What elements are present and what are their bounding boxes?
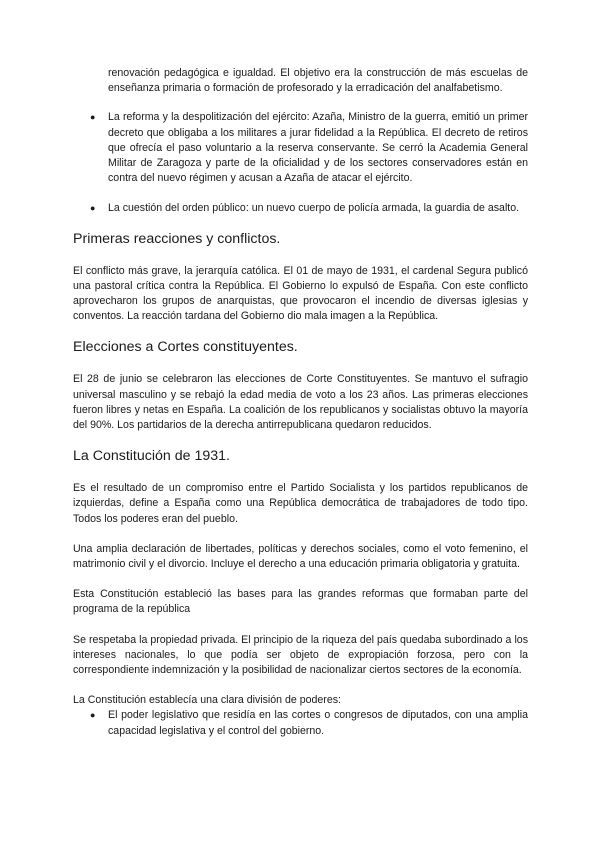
list-continuation-text: renovación pedagógica e igualdad. El objetivo era la construcción de más escuelas de enseñanza primaria o formación de profesorado y la erradicación del analfabetismo. bbox=[108, 67, 528, 95]
paragraph: Una amplia declaración de libertades, políticas y derechos sociales, como el voto femenino, el matrimonio civil y el divorcio. Incluye el derecho a una educación primaria obligatoria y gratuita. bbox=[73, 542, 528, 571]
list-item bbox=[73, 708, 528, 738]
paragraph: La Constitución establecía una clara división de poderes: bbox=[73, 694, 341, 707]
paragraph: Se respetaba la propiedad privada. El principio de la riqueza del país quedaba subordinado a los intereses nacionales, lo que podía ser objeto de expropiación forzosa, pero con la correspondiente indemnización y la posibilidad de nacionalizar ciertos sectores de la economía. bbox=[73, 633, 528, 677]
list-item bbox=[73, 201, 528, 216]
list-item-text: El poder legislativo que residía en las cortes o congresos de diputados, con una amplia capacidad legislativa y el control del gobierno. bbox=[108, 709, 528, 737]
list-item bbox=[73, 110, 528, 186]
bullet-list-poderes bbox=[73, 708, 528, 738]
paragraph: Es el resultado de un compromiso entre el Partido Socialista y los partidos republicanos de izquierdas, define a España como una República democrática de trabajadores de todo tipo. Todos los poderes eran del pueblo. bbox=[73, 482, 528, 525]
section-heading-constitucion: La Constitución de 1931. bbox=[73, 448, 230, 465]
list-item-text: La reforma y la despolitización del ejército: Azaña, Ministro de la guerra, emitió un primer decreto que obligaba a los militares a jurar fidelidad a la República. El decreto de retiros que ofrecía el paso voluntario a la reserva conservante. Se cerró la Academia General Militar de Zaragoza y parte de la oficialidad y de los sectores conservadores están en contra del nuevo régimen y acusan a Azaña de atacar el ejército. bbox=[108, 111, 528, 185]
paragraph: El conflicto más grave, la jerarquía católica. El 01 de mayo de 1931, el cardenal Segura publicó una pastoral crítica contra la República. El Gobierno lo expulsó de España. Con este conflicto aprovecharon los grupos de anarquistas, que provocaron el incendio de diversas iglesias y conventos. La reacción tardana del Gobierno dio mala imagen a la República. bbox=[73, 264, 528, 323]
bullet-list-top bbox=[73, 110, 528, 216]
section-heading-reacciones: Primeras reacciones y conflictos. bbox=[73, 230, 281, 247]
bullet-icon: ● bbox=[90, 203, 96, 214]
paragraph: El 28 de junio se celebraron las elecciones de Corte Constituyentes. Se mantuvo el sufragio universal masculino y se rebajó la edad media de voto a los 23 años. Las primeras elecciones fueron libres y netas en España. La coalición de los republicanos y socialistas obtuvo la mayoría del 90%. Los partidarios de la derecha antirrepublicana quedaron reducidos. bbox=[73, 373, 528, 432]
list-item-text: La cuestión del orden público: un nuevo cuerpo de policía armada, la guardia de asalto. bbox=[108, 202, 520, 215]
paragraph: Esta Constitución estableció las bases para las grandes reformas que formaban parte del programa de la república bbox=[73, 588, 528, 616]
bullet-icon: ● bbox=[90, 112, 96, 123]
section-heading-elecciones: Elecciones a Cortes constituyentes. bbox=[73, 339, 298, 356]
bullet-icon: ● bbox=[90, 710, 96, 721]
